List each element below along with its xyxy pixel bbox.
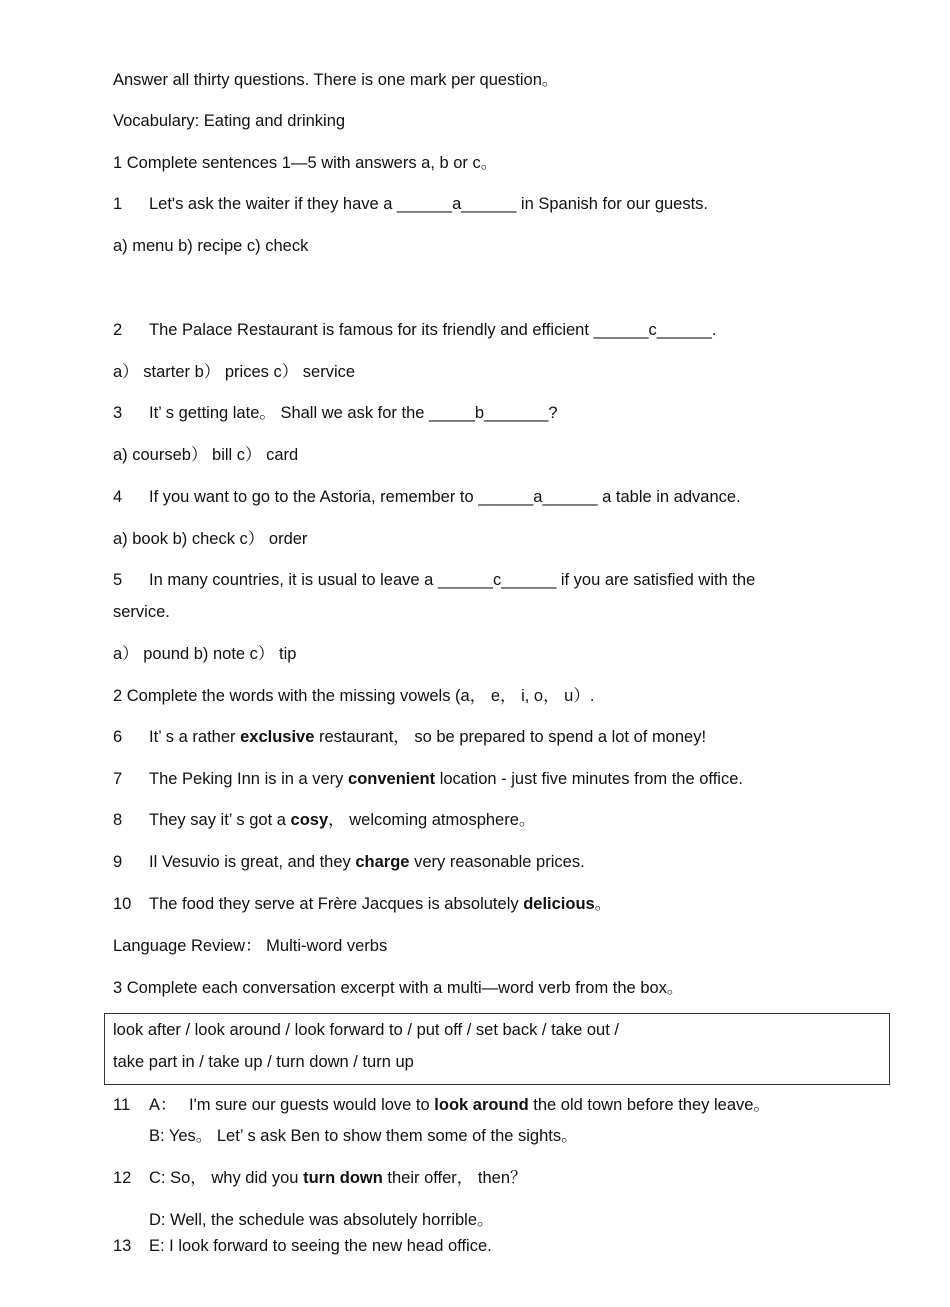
- question-3-text: It’ s getting late。 Shall we ask for the _____b_______?: [149, 404, 558, 422]
- question-11-keyword: look around: [434, 1096, 529, 1114]
- question-5-text: In many countries, it is usual to leave a ______c______ if you are satisfied with the: [149, 571, 756, 589]
- section-3-title: 3 Complete each conversation excerpt with a multi—word verb from the box。: [113, 979, 684, 997]
- question-12-keyword: turn down: [303, 1169, 383, 1187]
- question-11-speaker: A：: [149, 1096, 177, 1114]
- question-3-number: 3: [113, 404, 123, 422]
- question-10-keyword: delicious: [523, 895, 595, 913]
- question-11-reply: B: Yes。 Let’ s ask Ben to show them some of the sights。: [149, 1127, 578, 1145]
- vocabulary-heading: Vocabulary: Eating and drinking: [113, 112, 346, 130]
- question-11-number: 11: [113, 1096, 131, 1114]
- question-7-number: 7: [113, 770, 123, 788]
- question-4-options: a) book b) check c） order: [113, 530, 308, 548]
- question-4-text: If you want to go to the Astoria, remember to ______a______ a table in advance.: [149, 488, 741, 506]
- question-12-number: 12: [113, 1169, 132, 1187]
- word-box-line-2: take part in / take up / turn down / turn up: [113, 1053, 414, 1071]
- question-12-reply: D: Well, the schedule was absolutely horrible。: [149, 1211, 494, 1229]
- question-9-keyword: charge: [355, 853, 410, 871]
- language-review-heading: Language Review： Multi-word verbs: [113, 937, 388, 955]
- question-2-options: a） starter b） prices c） service: [113, 363, 356, 381]
- question-11-text: I'm sure our guests would love to look around the old town before they leave。: [189, 1096, 770, 1114]
- question-13-cut-off: [113, 1237, 513, 1256]
- question-9-number: 9: [113, 853, 123, 871]
- question-2-text: The Palace Restaurant is famous for its friendly and efficient ______c______.: [149, 321, 717, 339]
- question-8-number: 8: [113, 811, 123, 829]
- question-12-text: C: So， why did you turn down their offer， then？: [149, 1169, 527, 1187]
- question-6-text: It’ s a rather exclusive restaurant， so be prepared to spend a lot of money!: [149, 728, 707, 746]
- question-10-text: The food they serve at Frère Jacques is absolutely delicious。: [149, 895, 612, 913]
- question-1-number: 1: [113, 195, 123, 213]
- question-13-text: E: I look forward to seeing the new head office.: [149, 1237, 492, 1255]
- section-2-title: 2 Complete the words with the missing vowels (a， e， i, o， u）.: [113, 687, 595, 705]
- word-box-line-1: look after / look around / look forward to / put off / set back / take out /: [113, 1021, 619, 1039]
- question-1-options: a) menu b) recipe c) check: [113, 237, 309, 255]
- question-3-options: a) courseb） bill c） card: [113, 446, 299, 464]
- question-6-keyword: exclusive: [240, 728, 315, 746]
- question-7-keyword: convenient: [348, 770, 436, 788]
- question-5-options: a） pound b) note c） tip: [113, 645, 297, 663]
- question-1-text: Let's ask the waiter if they have a ______a______ in Spanish for our guests.: [149, 195, 709, 213]
- question-7-text: The Peking Inn is in a very convenient location - just five minutes from the office.: [149, 770, 743, 788]
- question-13-number: 13: [113, 1237, 132, 1255]
- section-1-title: 1 Complete sentences 1—5 with answers a, b or c。: [113, 154, 498, 172]
- question-8-text: They say it’ s got a cosy， welcoming atmosphere。: [149, 811, 536, 829]
- question-8-keyword: cosy: [290, 811, 329, 829]
- question-6-number: 6: [113, 728, 123, 746]
- instructions: Answer all thirty questions. There is one mark per question。: [113, 71, 559, 89]
- word-box: [104, 1013, 890, 1085]
- question-10-number: 10: [113, 895, 132, 913]
- question-4-number: 4: [113, 488, 123, 506]
- question-9-text: Il Vesuvio is great, and they charge very reasonable prices.: [149, 853, 585, 871]
- question-5-continuation: service.: [113, 603, 170, 621]
- question-5-number: 5: [113, 571, 123, 589]
- question-2-number: 2: [113, 321, 123, 339]
